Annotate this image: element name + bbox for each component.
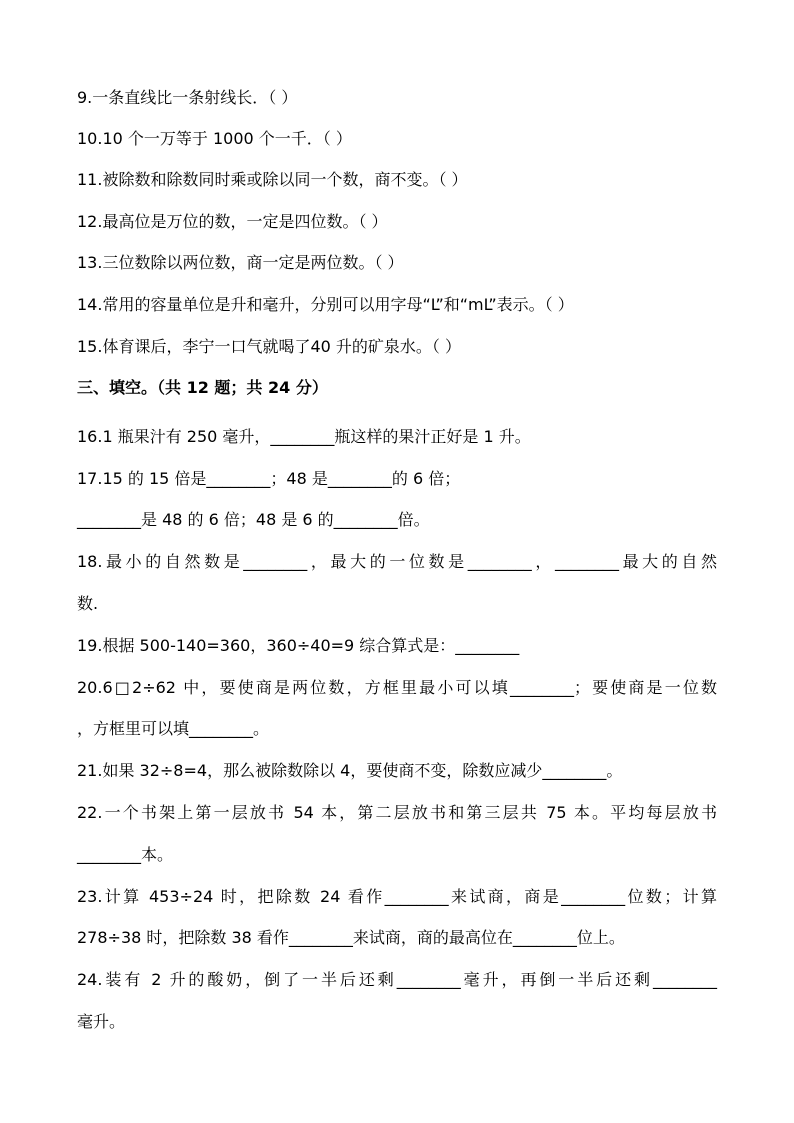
question-11: 11.被除数和除数同时乘或除以同一个数，商不变。（ ）	[77, 170, 468, 189]
question-19: 19.根据 500-140=360，360÷40=9 综合算式是：________	[77, 636, 520, 655]
section-heading-fill-in: 三、填空。（共 12 题；共 24 分）	[77, 378, 328, 397]
question-9: 9.一条直线比一条射线长．（ ）	[77, 88, 298, 107]
question-24-line-2: 毫升。	[77, 1012, 126, 1031]
question-17-line-1: 17.15 的 15 倍是________；48 是________的 6 倍；	[77, 469, 461, 488]
question-22-line-1: 22.一个书架上第一层放书 54 本，第二层放书和第三层共 75 本。平均每层放书	[77, 803, 717, 822]
question-13: 13.三位数除以两位数，商一定是两位数。（ ）	[77, 253, 404, 272]
question-24-line-1: 24.装有 2 升的酸奶，倒了一半后还剩________毫升，再倒一半后还剩________	[77, 970, 717, 989]
question-20-line-1: 20.6□2÷62 中，要使商是两位数，方框里最小可以填________；要使商是一位数	[77, 678, 717, 697]
question-21: 21.如果 32÷8=4，那么被除数除以 4，要使商不变，除数应减少________。	[77, 761, 623, 780]
question-17-line-2: ________是 48 的 6 倍；48 是 6 的________倍。	[77, 510, 430, 529]
question-18-line-1: 18.最小的自然数是________，最大的一位数是________，________最大的自然	[77, 552, 717, 571]
question-22-line-2: ________本。	[77, 845, 174, 864]
question-18-line-2: 数.	[77, 594, 99, 613]
question-16: 16.1 瓶果汁有 250 毫升，________瓶这样的果汁正好是 1 升。	[77, 427, 531, 446]
question-15: 15.体育课后，李宁一口气就喝了40 升的矿泉水。（ ）	[77, 337, 461, 356]
question-23-line-2: 278÷38 时，把除数 38 看作________来试商，商的最高位在________位上。	[77, 928, 625, 947]
question-12: 12.最高位是万位的数，一定是四位数。（ ）	[77, 212, 388, 231]
question-20-line-2: ，方框里可以填________。	[77, 719, 270, 738]
question-23-line-1: 23.计算 453÷24 时，把除数 24 看作________来试商，商是________位数；计算	[77, 887, 717, 906]
question-10: 10.10 个一万等于 1000 个一千．（ ）	[77, 129, 352, 148]
question-14: 14.常用的容量单位是升和毫升，分别可以用字母“L”和“mL”表示。（ ）	[77, 295, 574, 314]
